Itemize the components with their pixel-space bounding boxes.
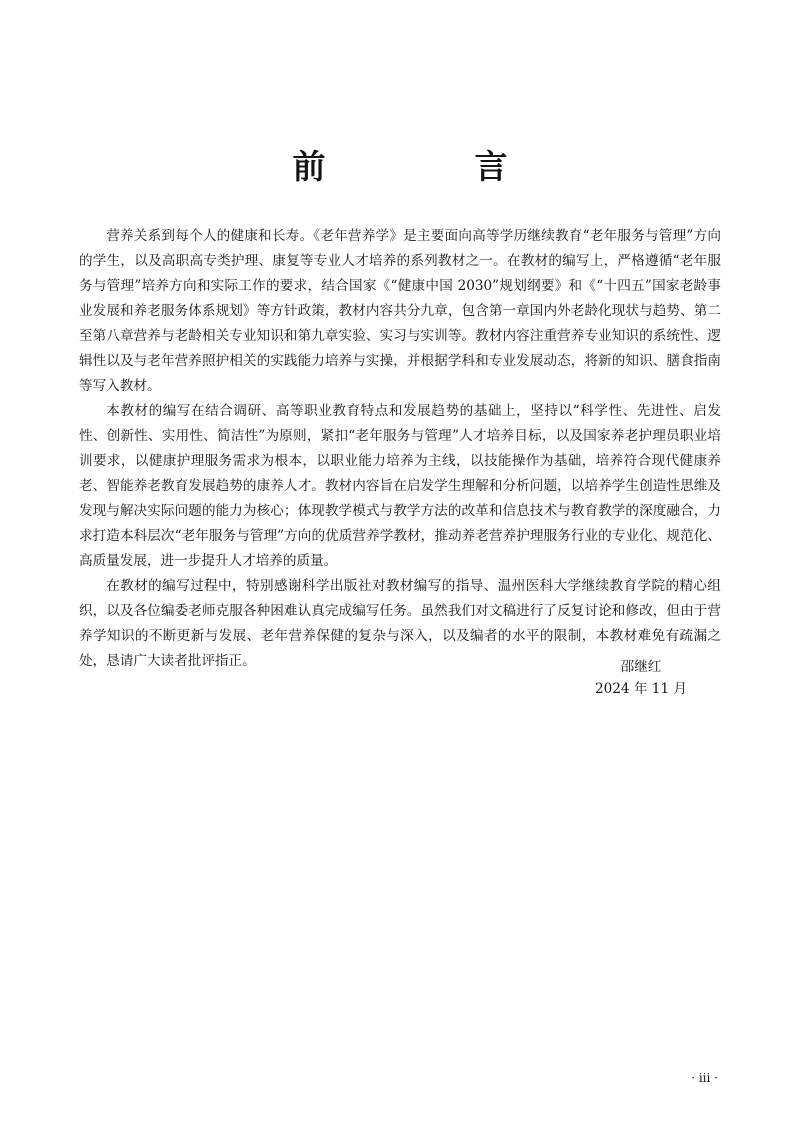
signature-date: 2024 年 11 月: [594, 681, 688, 697]
paragraph-2: 本教材的编写在结合调研、高等职业教育特点和发展趋势的基础上，坚持以“科学性、先进性、启发性、创新性、实用性、简洁性”为原则，紧扣“老年服务与管理”人才培养目标，以及国家养老护理员职业培训要求，以健康护理服务需求为根本，以职业能力培养为主线，以技能操作为基础，培养符合现代健康养老、智能养老教育发展趋势的康养人才。教材内容旨在启发学生理解和分析问题，以培养学生创造性思维及发现与解决实际问题的能力为核心；体现教学模式与教学方法的改革和信息技术与教育教学的深度融合，力求打造本科层次“老年服务与管理”方向的优质营养学教材，推动养老营养护理服务行业的专业化、规范化、高质量发展，进一步提升人才培养的质量。: [79, 403, 721, 569]
page-number: · iii ·: [691, 1071, 718, 1085]
paragraph-1: 营养关系到每个人的健康和长寿。《老年营养学》是主要面向高等学历继续教育“老年服务与管理”方向的学生，以及高职高专类护理、康复等专业人才培养的系列教材之一。在教材的编写上，严格遵循“老年服务与管理”培养方向和实际工作的要求，结合国家《“健康中国 2030”规划纲要》和《“十四五”国家老龄事业发展和养老服务体系规划》等方针政策，教材内容共分九章，包含第一章国内外老龄化现状与趋势、第二至第八章营养与老龄相关专业知识和第九章实验、实习与实训等。教材内容注重营养专业知识的系统性、逻辑性以及与老年营养照护相关的实践能力培养与实操，并根据学科和专业发展动态，将新的知识、膳食指南等写入教材。: [79, 228, 721, 394]
paragraph-3: 在教材的编写过程中，特别感谢科学出版社对教材编写的指导、温州医科大学继续教育学院的精心组织，以及各位编委老师克服各种困难认真完成编写任务。虽然我们对文稿进行了反复讨论和修改，但由于营养学知识的不断更新与发展、老年营养保健的复杂与深入，以及编者的水平的限制，本教材难免有疏漏之处，恳请广大读者批评指正。: [79, 578, 721, 669]
page-title: 前 言: [292, 147, 566, 186]
preface-body: [79, 224, 721, 674]
author-signature: 邵继红: [620, 659, 662, 675]
